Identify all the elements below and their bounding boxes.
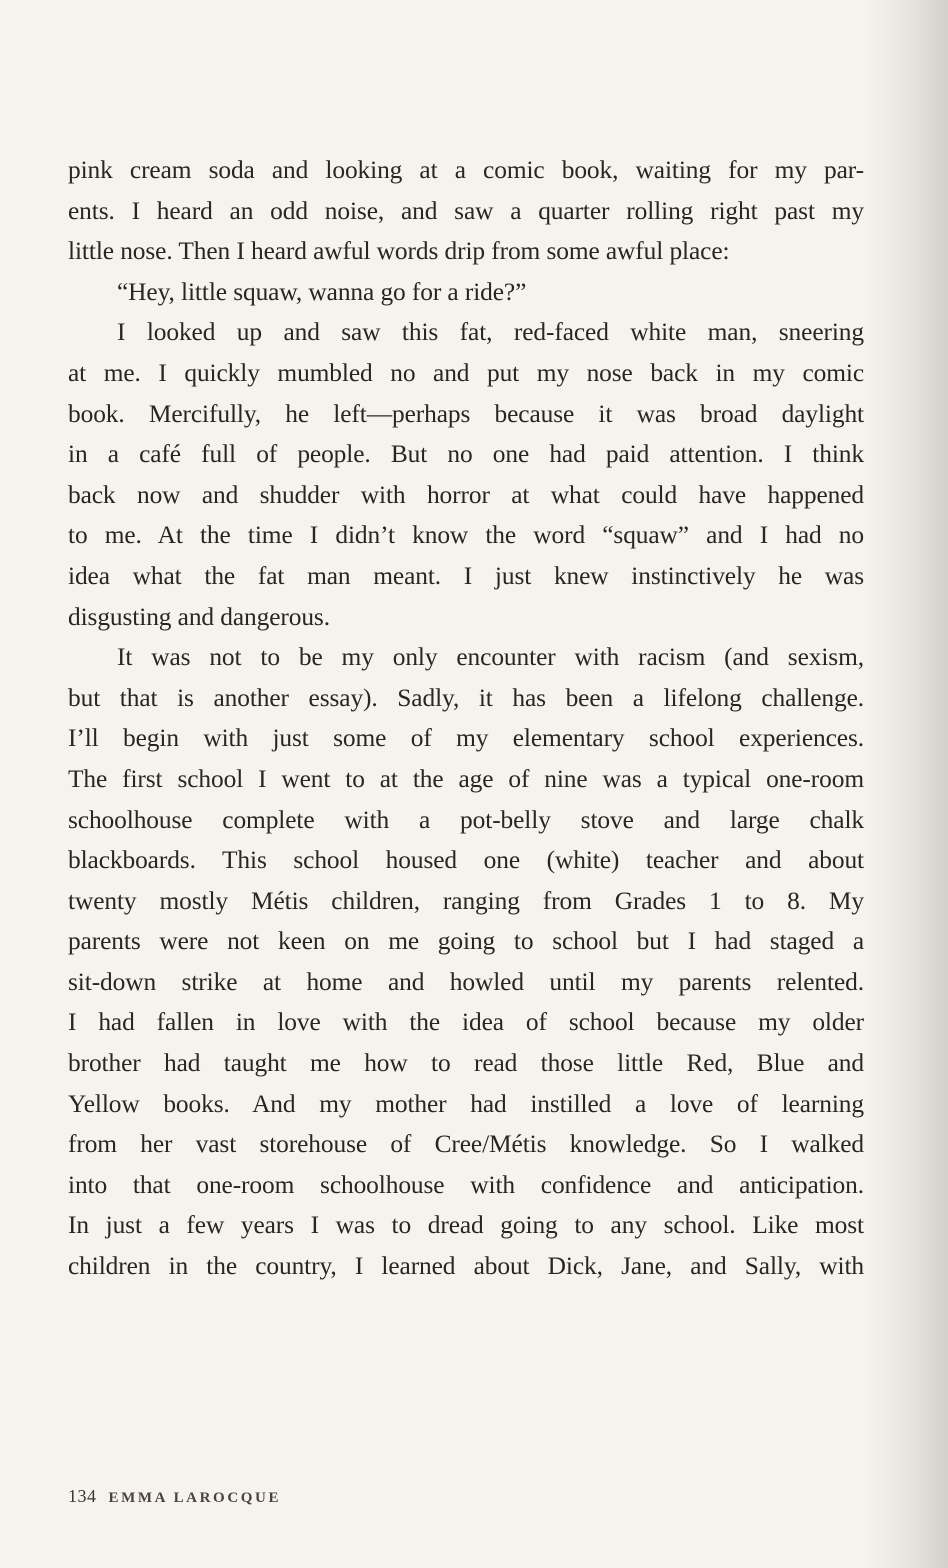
text-line: disgusting and dangerous.	[68, 602, 330, 631]
text-line: The first school I went to at the age of nine was a typical one-room	[68, 764, 864, 793]
text-line: in a café full of people. But no one had paid attention. I think	[68, 440, 864, 469]
text-line: to me. At the time I didn’t know the word “squaw” and I had no	[68, 521, 864, 550]
text-line: little nose. Then I heard awful words drip from some awful place:	[68, 237, 730, 266]
text-line: into that one-room schoolhouse with confidence and anticipation.	[68, 1170, 864, 1199]
text-line: idea what the fat man meant. I just knew instinctively he was	[68, 561, 864, 590]
text-line: but that is another essay). Sadly, it has been a lifelong challenge.	[68, 683, 864, 712]
text-line: brother had taught me how to read those little Red, Blue and	[68, 1049, 864, 1078]
text-line: It was not to be my only encounter with racism (and sexism,	[117, 643, 864, 672]
running-footer-author: EMMA LAROCQUE	[108, 1490, 282, 1506]
text-line: book. Mercifully, he left—perhaps because it was broad daylight	[68, 399, 864, 428]
text-line: parents were not keen on me going to school but I had staged a	[68, 927, 864, 956]
text-line: twenty mostly Métis children, ranging from Grades 1 to 8. My	[68, 886, 864, 915]
page-footer	[68, 1486, 281, 1507]
text-line: I had fallen in love with the idea of school because my older	[68, 1008, 864, 1037]
text-line: sit-down strike at home and howled until my parents relented.	[68, 967, 864, 996]
text-line: In just a few years I was to dread going to any school. Like most	[68, 1211, 864, 1240]
text-line: I’ll begin with just some of my elementary school experiences.	[68, 724, 864, 753]
text-line: I looked up and saw this fat, red-faced white man, sneering	[117, 318, 864, 347]
page-number: 134	[68, 1486, 97, 1506]
text-line: pink cream soda and looking at a comic book, waiting for my par-	[68, 156, 864, 184]
text-line: from her vast storehouse of Cree/Métis knowledge. So I walked	[68, 1130, 864, 1159]
text-line: children in the country, I learned about Dick, Jane, and Sally, with	[68, 1252, 864, 1281]
text-line: schoolhouse complete with a pot-belly stove and large chalk	[68, 805, 864, 834]
text-line: blackboards. This school housed one (white) teacher and about	[68, 846, 864, 875]
body-text	[68, 150, 864, 1287]
text-line: ents. I heard an odd noise, and saw a quarter rolling right past my	[68, 196, 864, 225]
text-line: Yellow books. And my mother had instilled a love of learning	[68, 1089, 864, 1118]
text-line: back now and shudder with horror at what could have happened	[68, 480, 864, 509]
text-line: at me. I quickly mumbled no and put my nose back in my comic	[68, 358, 864, 387]
text-line: “Hey, little squaw, wanna go for a ride?”	[117, 277, 527, 306]
